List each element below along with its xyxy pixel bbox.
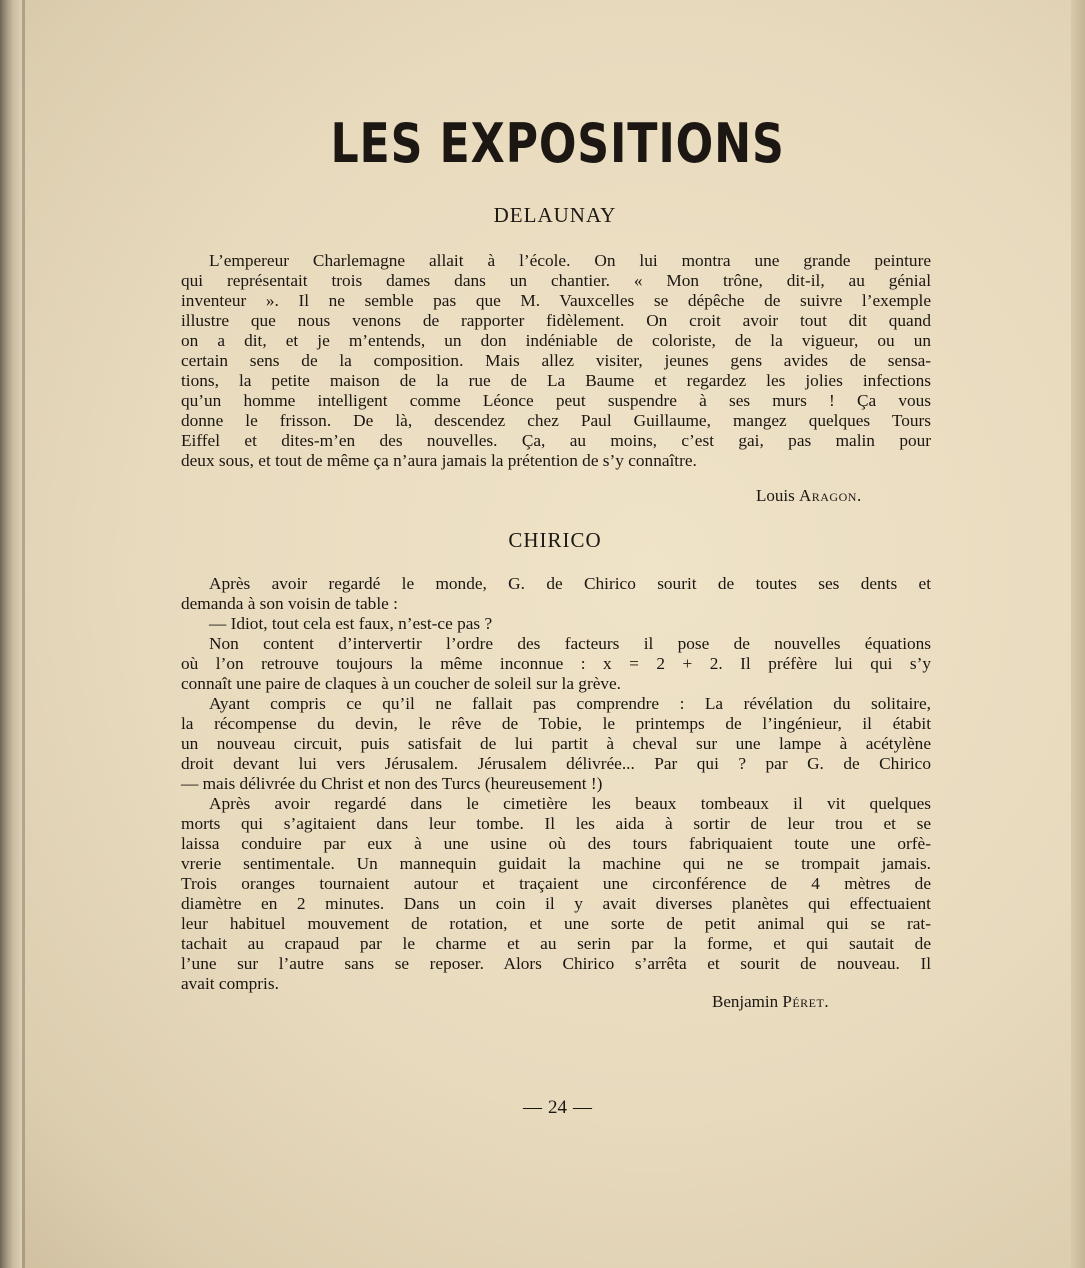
section-heading-delaunay: DELAUNAY [493,203,617,227]
text-line: morts qui s’agitaient dans leur tombe. Il les aida à sortir de leur trou et se [181,814,931,833]
signature-first-name: Louis [756,486,795,505]
text-line: un nouveau circuit, puis satisfait de lui partit à cheval sur une lampe à acétylène [181,734,931,753]
text-line: qui représentait trois dames dans un chantier. « Mon trône, dit-il, au génial [181,271,931,290]
text-line: avait compris. [181,974,279,993]
signature-period: . [856,486,862,505]
text-line: droit devant lui vers Jérusalem. Jérusalem délivrée... Par qui ? par G. de Chirico [181,754,931,773]
text-line: laissa conduire par eux à une usine où des tours fabriquaient toute une orfè- [181,834,931,853]
delaunay-article [181,251,931,471]
text-line: l’une sur l’autre sans se reposer. Alors Chirico s’arrêta et sourit de nouveau. Il [181,954,931,973]
text-line: illustre que nous venons de rapporter fidèlement. On croit avoir tout dit quand [181,311,931,330]
text-line: connaît une paire de claques à un coucher de soleil sur la grève. [181,674,622,693]
text-line: Eiffel et dites-m’en des nouvelles. Ça, au moins, c’est gai, pas malin pour [181,431,931,450]
text-line: vrerie sentimentale. Un mannequin guidait la machine qui ne se trompait jamais. [181,854,931,873]
text-line: certain sens de la composition. Mais allez visiter, jeunes gens avides de sensa- [181,351,931,370]
text-line: Ayant compris ce qu’il ne fallait pas comprendre : La révélation du solitaire, [209,694,931,713]
signature-aragon [756,486,861,506]
text-line: Trois oranges tournaient autour et traçaient une circonférence de 4 mètres de [181,874,931,893]
signature-period: . [824,992,829,1011]
page-number-value: 24 [548,1097,567,1118]
section-heading-chirico: CHIRICO [508,528,602,552]
text-line: — mais délivrée du Christ et non des Turcs (heureusement !) [181,774,603,793]
text-line: inventeur ». Il ne semble pas que M. Vauxcelles se dépêche de suivre l’exemple [181,291,931,310]
text-line: leur habituel mouvement de rotation, et une sorte de petit animal qui se rat- [181,914,931,933]
text-line: L’empereur Charlemagne allait à l’école. On lui montra une grande peinture [209,251,931,270]
page-number [0,1097,1085,1119]
text-line: tions, la petite maison de la rue de La Baume et regardez les jolies infections [181,371,931,390]
signature-last-name: Aragon [798,486,857,505]
text-line: Après avoir regardé le monde, G. de Chirico sourit de toutes ses dents et [209,574,931,593]
binding-edge [22,0,25,1268]
text-line: la récompense du devin, le rêve de Tobie, le printemps de l’ingénieur, il étabit [181,714,931,733]
text-line: — Idiot, tout cela est faux, n’est-ce pas ? [209,614,493,633]
text-line: Après avoir regardé dans le cimetière les beaux tombeaux il vit quelques [209,794,931,813]
text-line: tachait au crapaud par le charme et au serin par la forme, et qui sautait de [181,934,931,953]
signature-first-name: Benjamin [712,992,779,1011]
page-number-dash-left: — [523,1097,542,1118]
text-line: donne le frisson. De là, descendez chez Paul Guillaume, mangez quelques Tours [181,411,931,430]
text-line: qu’un homme intelligent comme Léonce peut suspendre à ses murs ! Ça vous [181,391,931,410]
binding-shadow [0,0,22,1268]
page-right-edge [1071,0,1085,1268]
signature-last-name: Péret [782,992,825,1011]
text-line: on a dit, et je m’entends, un don indéniable de coloriste, de la vigueur, ou un [181,331,931,350]
text-line: demanda à son voisin de table : [181,594,398,613]
page-title: LES EXPOSITIONS [330,112,785,175]
text-line: Non content d’intervertir l’ordre des facteurs il pose de nouvelles équations [209,634,931,653]
chirico-article [181,574,931,994]
text-line: diamètre en 2 minutes. Dans un coin il y avait diverses planètes qui effectuaient [181,894,931,913]
signature-peret [712,992,829,1012]
text-line: deux sous, et tout de même ça n’aura jamais la prétention de s’y connaître. [181,451,697,470]
page-number-dash-right: — [573,1097,592,1118]
text-line: où l’on retrouve toujours la même inconnue : x = 2 + 2. Il préfère lui qui s’y [181,654,931,673]
